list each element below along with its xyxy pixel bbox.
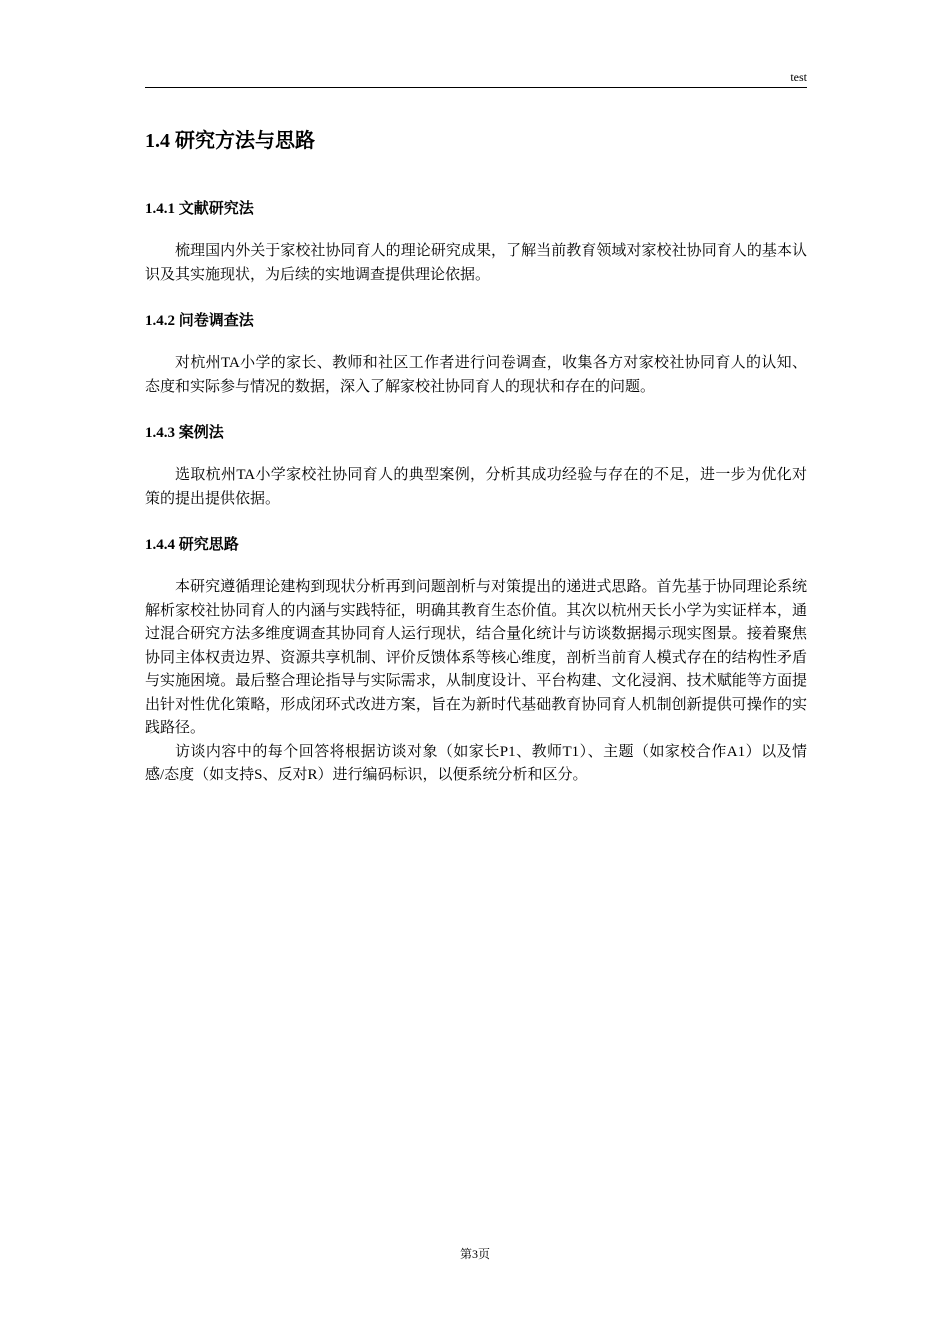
page-header (145, 68, 807, 88)
subsection-title-case: 1.4.3 案例法 (145, 425, 224, 441)
subsection-title-questionnaire: 1.4.2 问卷调查法 (145, 313, 254, 329)
page-content (145, 126, 807, 788)
paragraph-questionnaire: 对杭州TA小学的家长、教师和社区工作者进行问卷调查，收集各方对家校社协同育人的认知、态度和实际参与情况的数据，深入了解家校社协同育人的现状和存在的问题。 (145, 355, 807, 395)
paragraph-literature: 梳理国内外关于家校社协同育人的理论研究成果，了解当前教育领域对家校社协同育人的基本认识及其实施现状，为后续的实地调查提供理论依据。 (145, 243, 807, 283)
paragraph-case: 选取杭州TA小学家校社协同育人的典型案例，分析其成功经验与存在的不足，进一步为优化对策的提出提供依据。 (145, 467, 807, 507)
page-number: 第3页 (459, 1247, 490, 1261)
section-title: 1.4 研究方法与思路 (145, 130, 315, 152)
subsection-title-literature: 1.4.1 文献研究法 (145, 201, 254, 217)
subsection-title-approach: 1.4.4 研究思路 (145, 537, 239, 553)
paragraph-coding: 访谈内容中的每个回答将根据访谈对象（如家长P1、教师T1）、主题（如家校合作A1）以及情感/态度（如支持S、反对R）进行编码标识，以便系统分析和区分。 (145, 743, 807, 783)
header-text: test (790, 70, 807, 84)
paragraph-approach: 本研究遵循理论建构到现状分析再到问题剖析与对策提出的递进式思路。首先基于协同理论系统解析家校社协同育人的内涵与实践特征，明确其教育生态价值。其次以杭州天长小学为实证样本，通过混合研究方法多维度调查其协同育人运行现状，结合量化统计与访谈数据揭示现实图景。接着聚焦协同主体权责边界、资源共享机制、评价反馈体系等核心维度，剖析当前育人模式存在的结构性矛盾与实施困境。最后整合理论指导与实际需求，从制度设计、平台构建、文化浸润、技术赋能等方面提出针对性优化策略，形成闭环式改进方案，旨在为新时代基础教育协同育人机制创新提供可操作的实践路径。 (145, 579, 807, 736)
